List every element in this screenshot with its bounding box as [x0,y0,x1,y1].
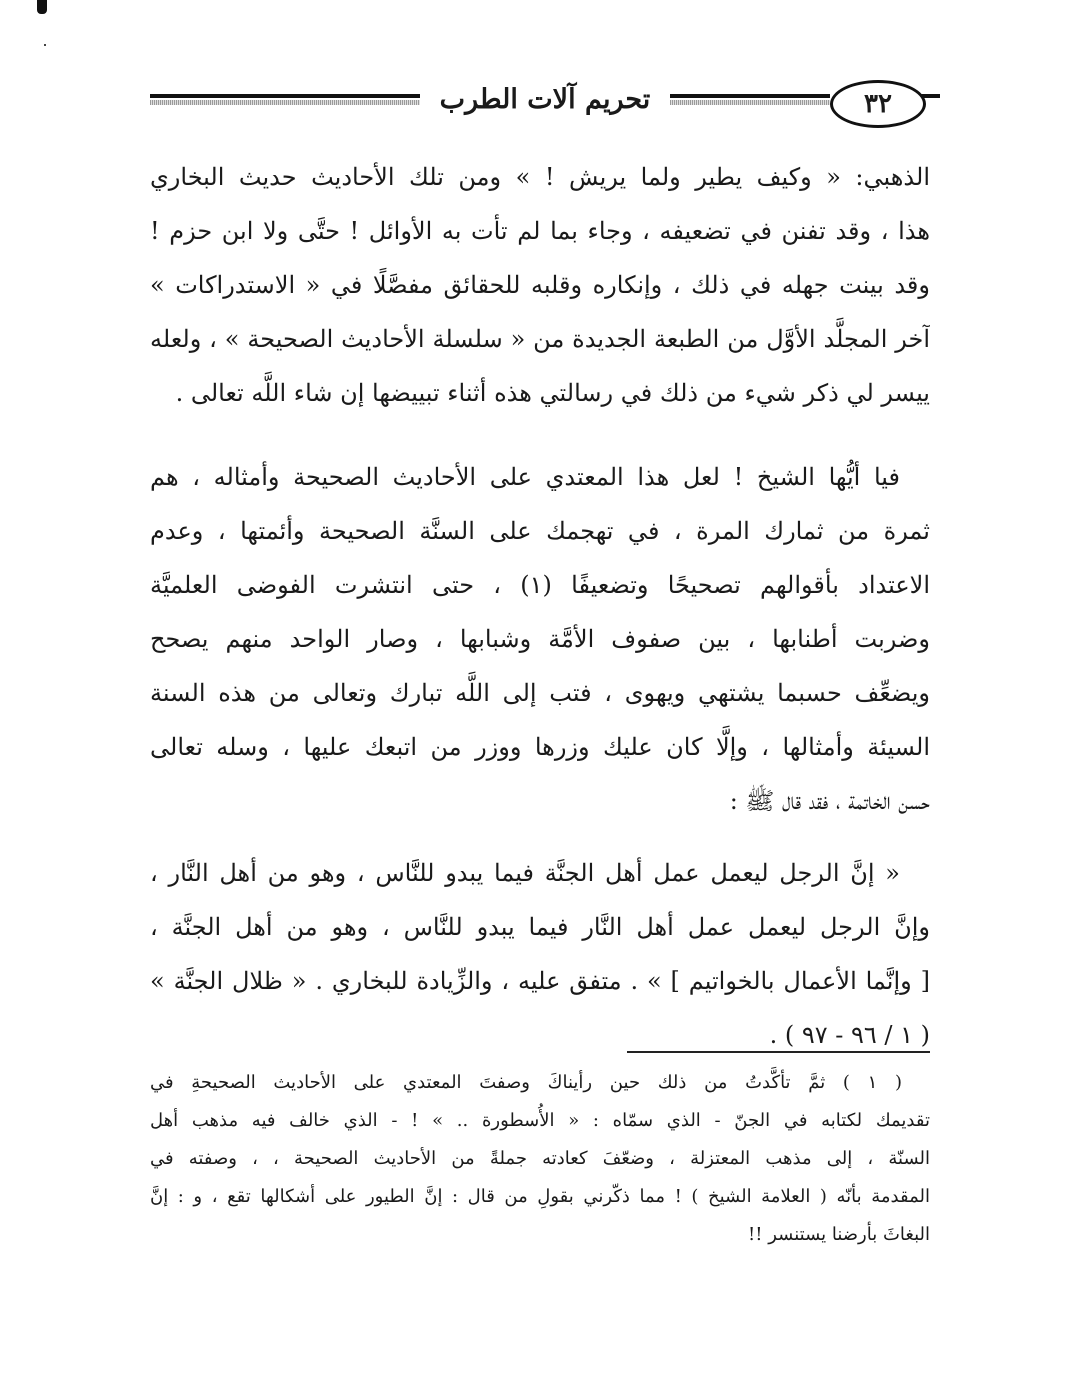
footnotes [150,1064,930,1254]
footnote-line: تقديمك لكتابه في الجنّ - الذي سمّاه : « الأُسطورة .. » ! - الذي خالف فيه مذهب أهل [150,1110,930,1131]
header-rule-middle [670,94,830,98]
text-line: الاعتداد بأقوالهم تصحيحًا وتضعيفًا (١) ، حتى انتشرت الفوضى العلميَّة [150,571,930,599]
text-line: السيئة وأمثالها ، وإلَّا كان عليك وزرها ووزر من اتبعك عليها ، وسله تعالى [150,733,930,761]
header-rule-left [150,94,420,98]
text-line: وضربت أطنابها ، بين صفوف الأمَّة وشبابها ، وصار الواحد منهم يصحح [150,625,930,653]
text-line: وإنَّ الرجل ليعمل عمل أهل النَّار فيما يبدو للنَّاس ، وهو من أهل الجنَّة ، [150,913,930,941]
text-line: آخر المجلَّد الأوَّل من الطبعة الجديدة من « سلسلة الأحاديث الصحيحة » ، ولعله [150,325,930,353]
text-line: ( ١ / ٩٦ - ٩٧ ) . [769,1021,930,1049]
text-line: حسن الخاتمة ، فقد قال ﷺ : [729,787,930,815]
text-line: فيا أيُّها الشيخ ! لعل هذا المعتدي على الأحاديث الصحيحة وأمثاله ، هم [150,463,900,491]
text-line: وقد بينت جهله في ذلك ، وإنكاره وقلبه للحقائق مفصَّلًا في « الاستدراكات » [150,271,930,299]
page-header [150,80,940,130]
text-line: ويضعِّف حسبما يشتهي ويهوى ، فتب إلى اللَّه تبارك وتعالى من هذه السنة [150,679,930,707]
paragraph [150,150,930,420]
text-line: [ وإنَّما الأعمال بالخواتيم ] » . متفق عليه ، والزِّيادة للبخاري . « ظلال الجنَّة » [150,967,930,995]
main-text [150,150,930,1062]
footnote-separator [627,1051,930,1053]
footnote-line: ( ١ ) ثمَّ تأكَّدتُ من ذلك حين رأيناكَ وصفتَ المعتدي على الأحاديث الصحيحةِ في [150,1072,902,1093]
paragraph [150,450,930,828]
scan-speck [44,44,46,46]
running-title: تحريم آلات الطرب [439,84,651,115]
text-line: « إنَّ الرجل ليعمل عمل أهل الجنَّة فيما يبدو للنَّاس ، وهو من أهل النَّار ، [150,859,900,887]
hadith-quote [150,846,930,1062]
text-line: ثمرة من ثمارك المرة ، في تهجمك على السنَّة الصحيحة وأئمتها ، وعدم [150,517,930,545]
header-rule-left-shade [150,100,420,105]
text-line: هذا ، وقد تفنن في تضعيفه ، وجاء بما لم تأت به الأوائل ! حتَّى ولا ابن حزم ! [150,217,930,245]
header-rule-middle-shade [670,100,830,105]
scan-corner-mark [37,0,47,14]
footnote-line: المقدمة بأنّه ( العلامة الشيخ ) ! مما ذكّرني بقولِ من قال : إنَّ الطيور على أشكالها تقع ، و : إنَّ [150,1186,930,1207]
text-line: ييسر لي ذكر شيء من ذلك في رسالتي هذه أثناء تبييضها إن شاء اللَّه تعالى . [175,379,930,407]
text-line: الذهبي: « وكيف يطير ولما يريش ! » ومن تلك الأحاديث حديث البخاري [150,163,930,191]
footnote-line: السنّة ، إلى مذهب المعتزلة ، وضعّفَ كعادته جملةً من الأحاديث الصحيحة ، ، وصفته في [150,1148,930,1169]
footnote-line: البغاثَ بأرضنا يستنسر !! [748,1224,930,1245]
page-number: ٣٢ [830,80,926,128]
